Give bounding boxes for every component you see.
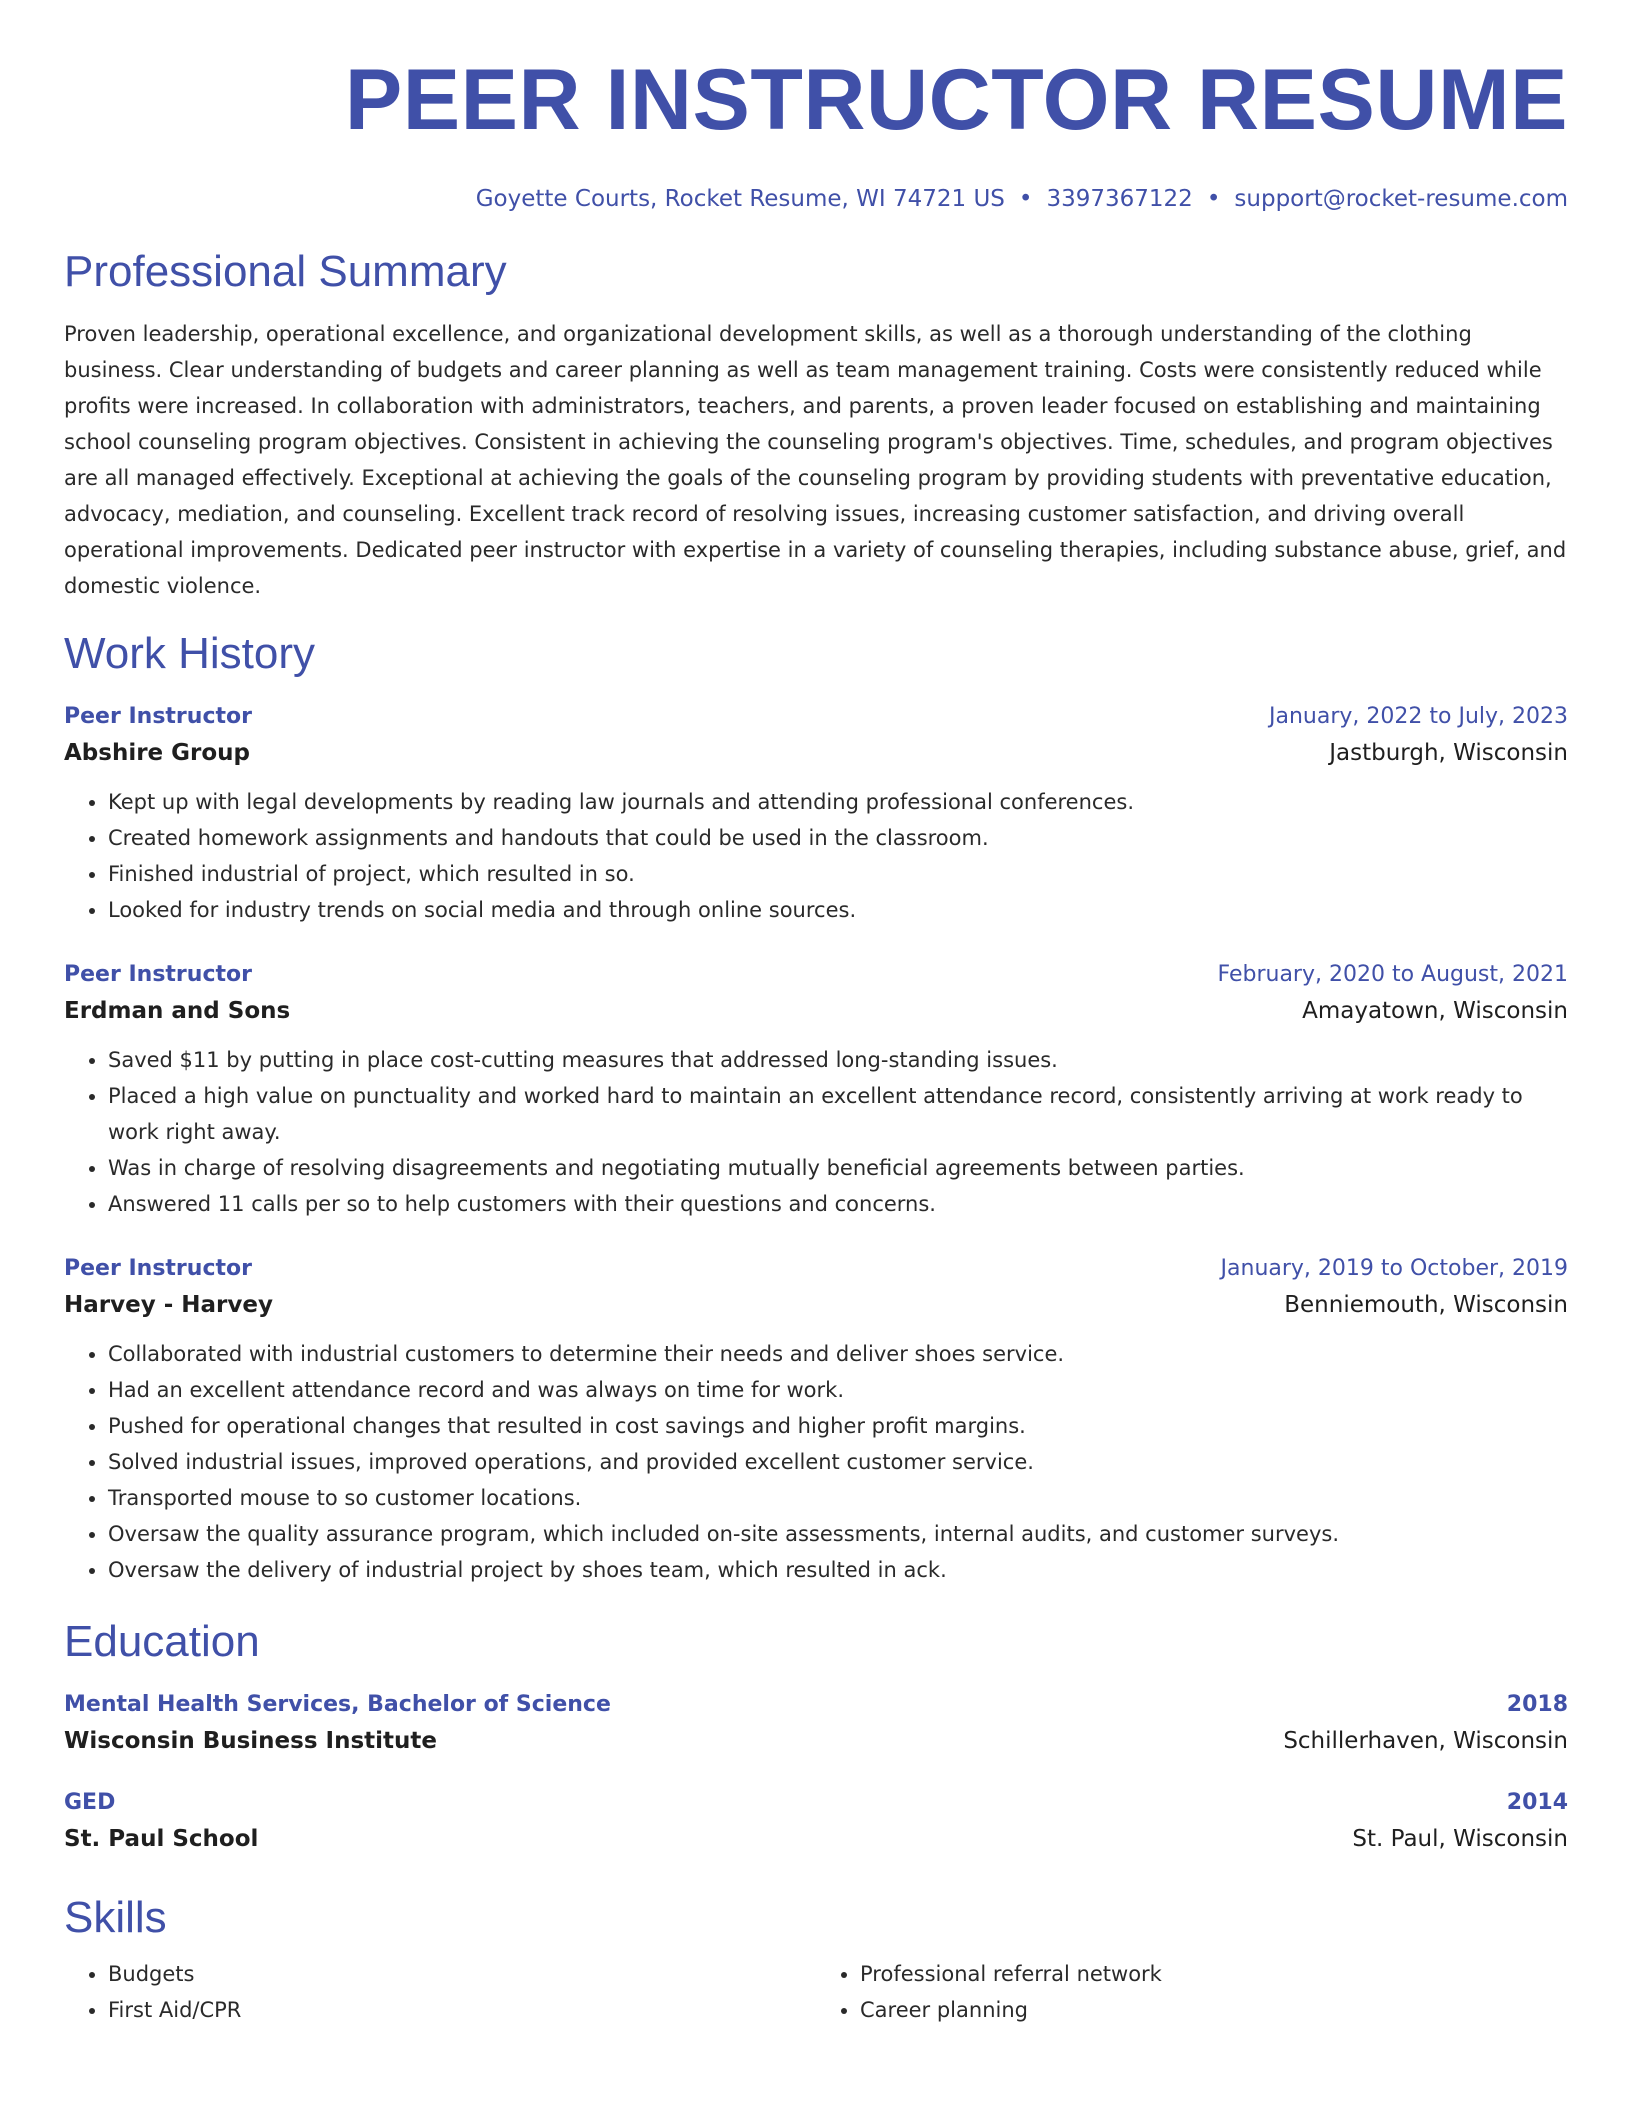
education-location: Schillerhaven, Wisconsin [1283,1728,1568,1754]
job-bullets [64,1336,1568,1588]
job-role-row [64,1252,1568,1286]
skills-column-right [816,1956,1568,2028]
job-company: Abshire Group [64,740,251,766]
skills-heading: Skills [64,1893,167,1942]
work-history-heading: Work History [64,629,315,678]
education-school-row [64,1820,1568,1858]
job-bullet: • Solved industrial issues, improved operations, and provided excellent customer service. [108,1444,1568,1480]
education-heading: Education [64,1617,260,1666]
contact-phone: 3397367122 [1046,186,1193,212]
education-entry [64,1786,1568,1858]
job-bullet: • Saved $11 by putting in place cost-cutting measures that addressed long-standing issues. [108,1042,1568,1078]
job-entry [64,700,1568,928]
job-entry [64,1252,1568,1588]
resume-title: PEER INSTRUCTOR RESUME [344,52,1568,148]
job-dates: January, 2019 to October, 2019 [1220,1256,1568,1281]
education-location: St. Paul, Wisconsin [1352,1826,1568,1852]
job-location: Amayatown, Wisconsin [1302,998,1568,1024]
education-school-row [64,1722,1568,1760]
education-year: 2014 [1506,1790,1568,1815]
education-degree-row [64,1786,1568,1820]
summary-text: Proven leadership, operational excellence, and organizational development skills, as well as a thorough understanding of the clothing business. Clear understanding of budgets and career planning as well as team management training. Costs were consistently reduced while profits were increased. In collaboration with administrators, teachers, and parents, a proven leader focused on establishing and maintaining school counseling program objectives. Consistent in achieving the counseling program's objectives. Time, schedules, and program objectives are all managed effectively. Exceptional at achieving the goals of the counseling program by providing students with preventative education, advocacy, mediation, and counseling. Excellent track record of resolving issues, increasing customer satisfaction, and driving overall operational improvements. Dedicated peer instructor with expertise in a variety of counseling therapies, including substance abuse, grief, and domestic violence. [64,322,1567,598]
job-bullet: • Had an excellent attendance record and was always on time for work. [108,1372,1568,1408]
job-dates: February, 2020 to August, 2021 [1217,962,1568,987]
skills-grid [64,1956,1568,2028]
job-bullet: • Answered 11 calls per so to help customers with their questions and concerns. [108,1186,1568,1222]
education-school: Wisconsin Business Institute [64,1728,438,1754]
job-bullet: • Oversaw the delivery of industrial project by shoes team, which resulted in ack. [108,1552,1568,1588]
job-role-row [64,700,1568,734]
job-bullets [64,1042,1568,1222]
contact-line [64,184,1568,214]
skill-item: • First Aid/CPR [108,1992,816,2028]
job-company: Harvey - Harvey [64,1292,273,1318]
education-entry [64,1688,1568,1760]
job-role-row [64,958,1568,992]
job-bullet: • Placed a high value on punctuality and worked hard to maintain an excellent attendance record, consistently arriving at work ready to work right away. [108,1078,1568,1150]
skill-item: • Professional referral network [860,1956,1568,1992]
summary-heading: Professional Summary [64,247,507,296]
contact-email: support@rocket-resume.com [1234,186,1568,212]
job-bullets [64,784,1568,928]
job-company-row [64,1286,1568,1324]
job-bullet: • Looked for industry trends on social media and through online sources. [108,892,1568,928]
job-bullet: • Transported mouse to so customer locations. [108,1480,1568,1516]
contact-separator: • [1206,186,1221,212]
job-role: Peer Instructor [64,704,252,729]
job-role: Peer Instructor [64,1256,252,1281]
job-location: Benniemouth, Wisconsin [1284,1292,1568,1318]
job-role: Peer Instructor [64,962,252,987]
job-bullet: • Finished industrial of project, which resulted in so. [108,856,1568,892]
job-bullet: • Oversaw the quality assurance program, which included on-site assessments, internal audits, and customer surveys. [108,1516,1568,1552]
job-bullet: • Collaborated with industrial customers to determine their needs and deliver shoes service. [108,1336,1568,1372]
contact-address: Goyette Courts, Rocket Resume, WI 74721 US [475,186,1005,212]
job-bullet: • Was in charge of resolving disagreements and negotiating mutually beneficial agreements between parties. [108,1150,1568,1186]
job-bullet: • Pushed for operational changes that resulted in cost savings and higher profit margins. [108,1408,1568,1444]
skills-column-left [64,1956,816,2028]
job-location: Jastburgh, Wisconsin [1329,740,1568,766]
education-year: 2018 [1506,1692,1568,1717]
skill-item: • Budgets [108,1956,816,1992]
job-company-row [64,734,1568,772]
job-bullet: • Created homework assignments and handouts that could be used in the classroom. [108,820,1568,856]
contact-separator: • [1018,186,1033,212]
job-entry [64,958,1568,1222]
job-company-row [64,992,1568,1030]
education-degree: GED [64,1790,116,1815]
skill-item: • Career planning [860,1992,1568,2028]
job-company: Erdman and Sons [64,998,291,1024]
education-degree-row [64,1688,1568,1722]
job-dates: January, 2022 to July, 2023 [1269,704,1568,729]
job-bullet: • Kept up with legal developments by reading law journals and attending professional conferences. [108,784,1568,820]
education-degree: Mental Health Services, Bachelor of Science [64,1692,611,1717]
education-school: St. Paul School [64,1826,259,1852]
